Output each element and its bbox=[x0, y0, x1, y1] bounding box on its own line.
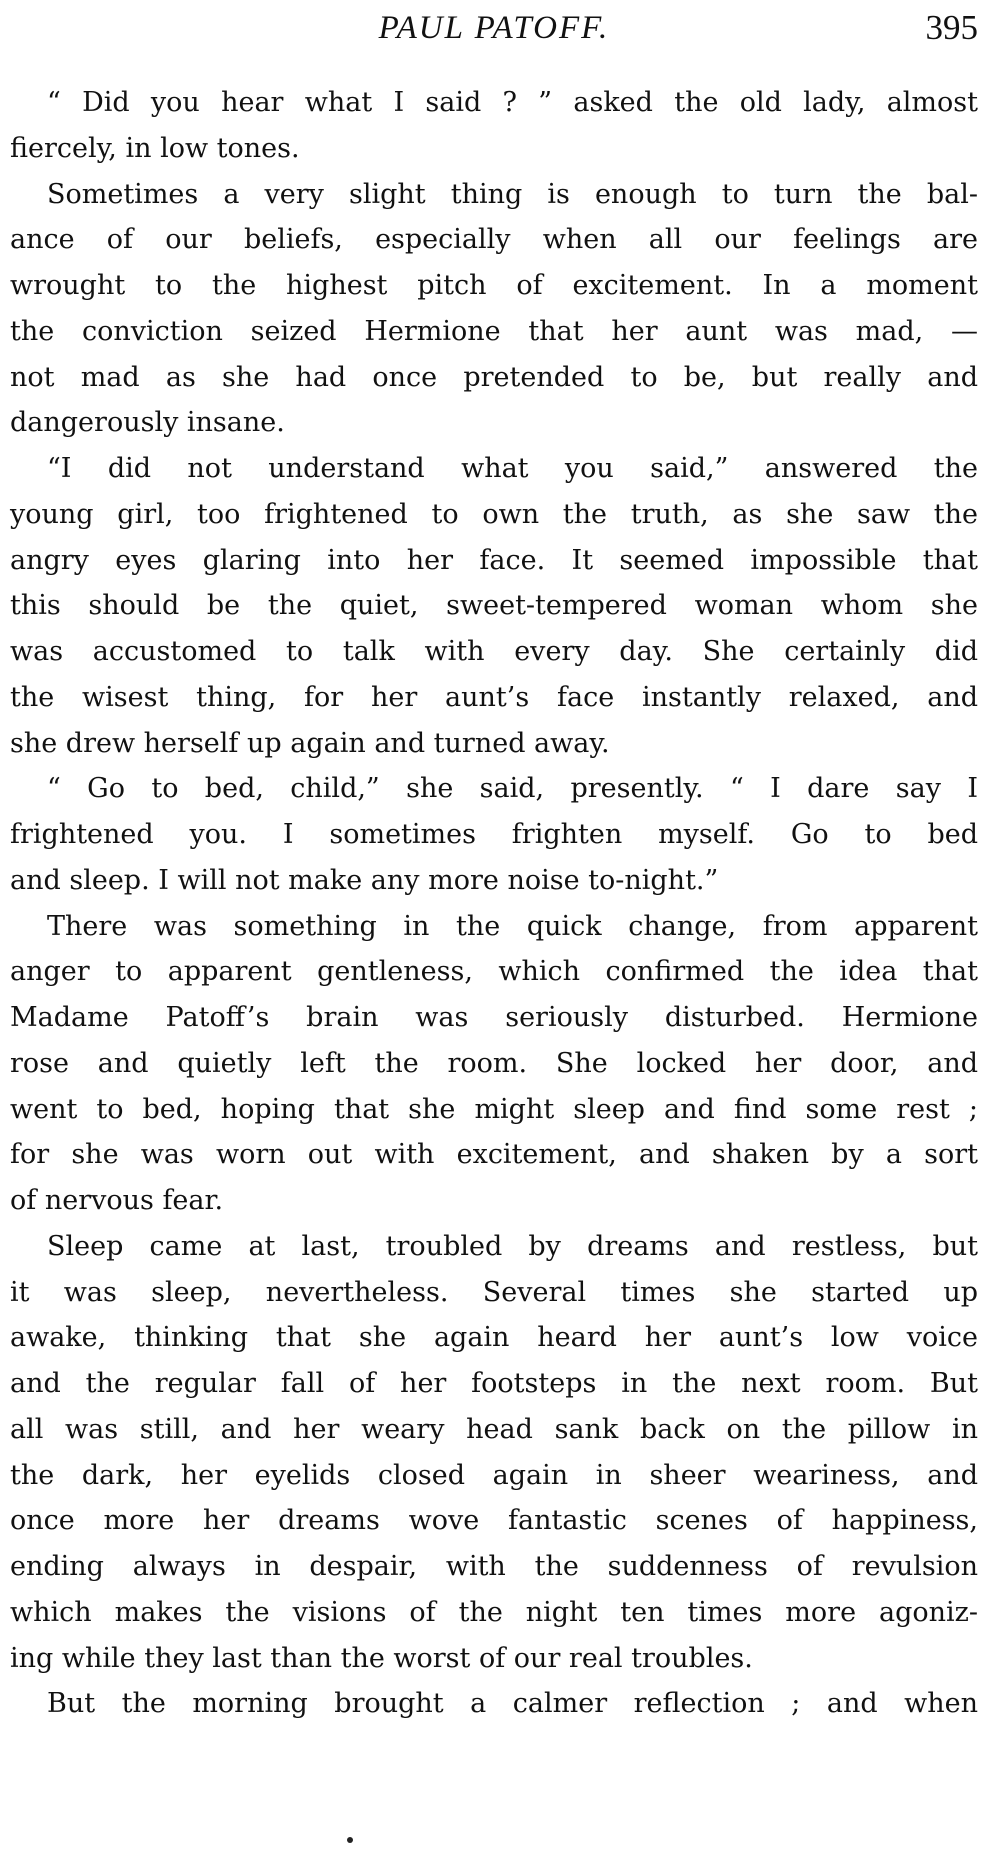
text-line: young girl, too frightened to own the truth, as she saw the bbox=[10, 498, 978, 530]
text-line: anger to apparent gentleness, which confirmed the idea that bbox=[10, 956, 978, 988]
text-line: ance of our beliefs, especially when all our feelings are bbox=[10, 224, 978, 256]
text-line: the dark, her eyelids closed again in sheer weariness, and bbox=[10, 1459, 978, 1491]
text-line: There was something in the quick change, from apparent bbox=[47, 910, 978, 942]
text-line: rose and quietly left the room. She locked her door, and bbox=[10, 1047, 978, 1079]
text-line: the conviction seized Hermione that her aunt was mad, — bbox=[10, 315, 978, 347]
text-line: this should be the quiet, sweet-tempered woman whom she bbox=[10, 590, 978, 622]
text-line: ending always in despair, with the suddenness of revulsion bbox=[10, 1551, 978, 1582]
text-line: and sleep. I will not make any more noise to-night.” bbox=[10, 864, 719, 896]
text-line: was accustomed to talk with every day. She certainly did bbox=[10, 636, 978, 667]
text-line: wrought to the highest pitch of excitement. In a moment bbox=[10, 270, 978, 301]
running-head bbox=[10, 4, 978, 56]
text-line: Sleep came at last, troubled by dreams and restless, but bbox=[47, 1230, 978, 1262]
text-line: it was sleep, nevertheless. Several times she started up bbox=[10, 1276, 978, 1308]
text-line: fiercely, in low tones. bbox=[10, 132, 300, 164]
text-line: of nervous fear. bbox=[10, 1185, 224, 1216]
text-line: angry eyes glaring into her face. It seemed impossible that bbox=[10, 544, 978, 576]
text-line: for she was worn out with excitement, and shaken by a sort bbox=[10, 1139, 978, 1171]
text-line: “ Did you hear what I said ? ” asked the old lady, almost bbox=[47, 87, 978, 118]
text-line: the wisest thing, for her aunt’s face instantly relaxed, and bbox=[10, 681, 978, 713]
text-line: she drew herself up again and turned away. bbox=[10, 727, 610, 759]
text-line: awake, thinking that she again heard her aunt’s low voice bbox=[10, 1322, 978, 1354]
running-title: PAUL PATOFF. bbox=[378, 10, 610, 46]
stray-dot-mark bbox=[347, 1837, 353, 1843]
text-line: Madame Patoff’s brain was seriously disturbed. Hermione bbox=[10, 1002, 978, 1033]
text-line: and the regular fall of her footsteps in the next room. But bbox=[10, 1368, 978, 1399]
text-line: not mad as she had once pretended to be, but really and bbox=[10, 361, 978, 393]
text-line: “I did not understand what you said,” answered the bbox=[47, 453, 978, 484]
text-line: all was still, and her weary head sank back on the pillow in bbox=[10, 1413, 978, 1445]
text-line: once more her dreams wove fantastic scenes of happiness, bbox=[10, 1505, 978, 1537]
text-line: Sometimes a very slight thing is enough to turn the bal- bbox=[47, 178, 978, 210]
text-line: But the morning brought a calmer reflection ; and when bbox=[47, 1688, 978, 1720]
text-line: which makes the visions of the night ten times more agoniz- bbox=[10, 1596, 978, 1628]
text-line: dangerously insane. bbox=[10, 407, 285, 439]
text-line: went to bed, hoping that she might sleep and find some rest ; bbox=[10, 1093, 978, 1125]
text-line: frightened you. I sometimes frighten myself. Go to bed bbox=[10, 819, 978, 850]
page-number: 395 bbox=[925, 8, 978, 47]
text-line: “ Go to bed, child,” she said, presently. “ I dare say I bbox=[47, 773, 978, 805]
body-text bbox=[10, 80, 978, 1727]
text-line: ing while they last than the worst of our real troubles. bbox=[10, 1642, 753, 1674]
